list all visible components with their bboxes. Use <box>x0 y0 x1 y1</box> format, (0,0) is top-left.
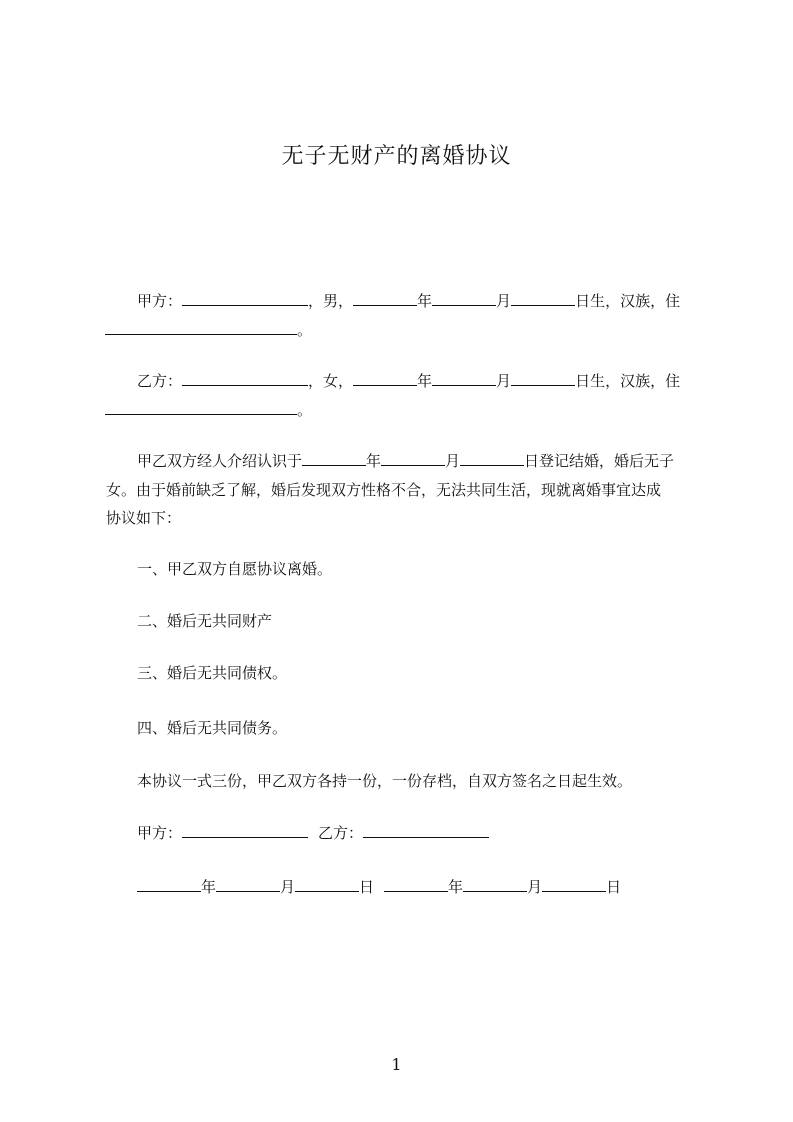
page-number: 1 <box>391 1055 402 1074</box>
party-a-address-line <box>105 318 312 342</box>
date-a-day-blank <box>295 877 359 892</box>
party-a-year-label: 年 <box>417 292 433 310</box>
party-a-month-label: 月 <box>496 292 512 310</box>
intro-line-2: 女。由于婚前缺乏了解，婚后发现双方性格不合，无法共同生活，现就离婚事宜达成 <box>106 481 662 499</box>
party-a-day-blank <box>511 291 575 306</box>
date-a-year-label: 年 <box>201 878 217 896</box>
clause-2: 二、婚后无共同财产 <box>137 612 273 630</box>
marriage-year-blank <box>302 451 366 466</box>
date-a-day-label: 日 <box>359 878 375 896</box>
party-a-line <box>137 289 680 313</box>
date-b-day-blank <box>542 877 606 892</box>
intro-line-3: 协议如下： <box>106 509 182 527</box>
marriage-year-label: 年 <box>366 452 382 470</box>
party-b-label: 乙方： <box>137 372 183 390</box>
party-b-end: 。 <box>297 401 313 419</box>
date-b-month-blank <box>463 877 527 892</box>
date-b-day-label: 日 <box>606 878 622 896</box>
clause-4: 四、婚后无共同债务。 <box>137 719 288 737</box>
party-b-line <box>137 369 680 393</box>
party-b-address-line <box>105 398 312 422</box>
party-b-born-text: 日生，汉族，住 <box>575 372 681 390</box>
intro-line-1 <box>137 449 674 473</box>
party-b-address-blank <box>105 400 297 415</box>
date-b-year-label: 年 <box>448 878 464 896</box>
party-b-month-blank <box>432 371 496 386</box>
party-b-year-blank <box>353 371 417 386</box>
party-b-day-blank <box>511 371 575 386</box>
signature-a-label: 甲方： <box>137 824 183 842</box>
party-a-year-blank <box>353 291 417 306</box>
party-b-month-label: 月 <box>496 372 512 390</box>
party-b-year-label: 年 <box>417 372 433 390</box>
closing-statement: 本协议一式三份，甲乙双方各持一份，一份存档，自双方签名之日起生效。 <box>137 772 633 790</box>
party-b-name-blank <box>182 371 308 386</box>
marriage-month-label: 月 <box>445 452 461 470</box>
clause-1: 一、甲乙双方自愿协议离婚。 <box>137 560 333 578</box>
document-title: 无子无财产的离婚协议 <box>281 144 512 169</box>
marriage-day-blank <box>460 451 524 466</box>
date-b-month-label: 月 <box>527 878 543 896</box>
party-a-born-text: 日生，汉族，住 <box>575 292 681 310</box>
date-a-month-blank <box>216 877 280 892</box>
marriage-month-blank <box>381 451 445 466</box>
clause-3: 三、婚后无共同债权。 <box>137 664 288 682</box>
party-b-gender: ，女， <box>308 372 354 390</box>
party-a-name-blank <box>182 291 308 306</box>
signature-line <box>137 821 489 845</box>
date-b-year-blank <box>384 877 448 892</box>
signature-b-label: 乙方： <box>318 824 364 842</box>
party-a-gender: ，男， <box>308 292 354 310</box>
date-a-month-label: 月 <box>280 878 296 896</box>
party-a-address-blank <box>105 320 297 335</box>
date-line <box>137 875 621 899</box>
intro-part2: 日登记结婚，婚后无子 <box>524 452 675 470</box>
signature-b-blank <box>363 823 489 838</box>
party-a-month-blank <box>432 291 496 306</box>
signature-a-blank <box>182 823 308 838</box>
date-a-year-blank <box>137 877 201 892</box>
party-a-label: 甲方： <box>137 292 183 310</box>
intro-part1: 甲乙双方经人介绍认识于 <box>137 452 303 470</box>
party-a-end: 。 <box>297 321 313 339</box>
